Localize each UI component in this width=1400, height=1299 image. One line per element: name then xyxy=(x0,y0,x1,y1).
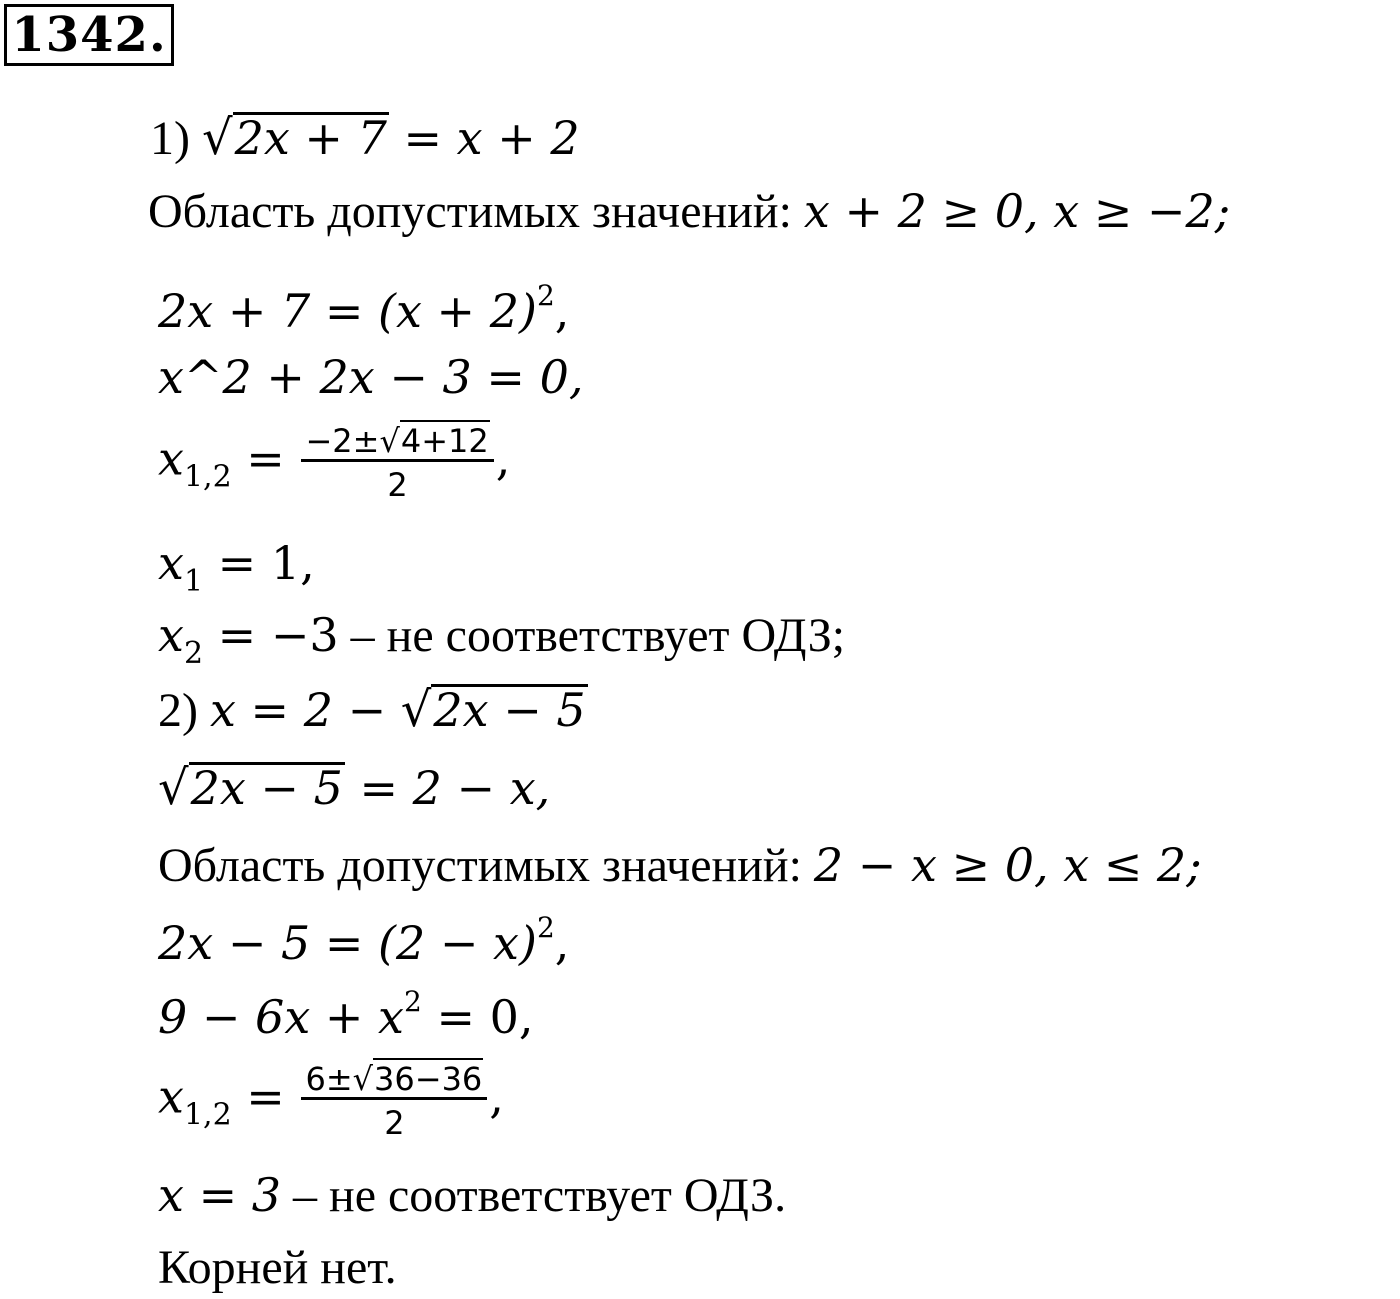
equation-1-statement xyxy=(150,110,580,166)
equals-sign: = xyxy=(231,431,300,486)
punctuation: , xyxy=(489,1069,504,1124)
variable: x xyxy=(158,431,184,486)
fraction-numerator: −2±√4+12 xyxy=(301,424,493,462)
exponent: 2 xyxy=(536,279,555,312)
root-x xyxy=(158,1168,787,1222)
conclusion-text: Корней нет. xyxy=(158,1241,397,1294)
roots-formula-2 xyxy=(158,1062,504,1141)
problem-number: 1342. xyxy=(11,7,167,63)
exponent: 2 xyxy=(536,911,555,944)
subscript: 1,2 xyxy=(183,459,232,495)
math-expression: x^2 + 2x − 3 = 0, xyxy=(158,350,584,404)
domain-condition: x + 2 ≥ 0, x ≥ −2; xyxy=(803,184,1231,238)
variable: x xyxy=(158,536,184,590)
remark: – не соответствует ОДЗ. xyxy=(281,1169,787,1222)
math-expression: = 1, xyxy=(203,536,315,590)
conclusion xyxy=(158,1241,397,1294)
domain-label: Область допустимых значений: xyxy=(158,839,814,892)
item-marker: 1) xyxy=(150,112,202,165)
square-root: √2x + 7 xyxy=(201,110,387,166)
math-expression: x = 3 xyxy=(158,1168,281,1222)
equation-rhs: = 2 − x, xyxy=(344,761,551,815)
item-marker: 2) xyxy=(158,684,210,737)
remark: – не соответствует ОДЗ; xyxy=(338,609,846,662)
isolated-root-equation xyxy=(158,760,551,816)
fraction-numerator: 6±√36−36 xyxy=(301,1062,487,1100)
quadratic-equation-1 xyxy=(158,350,584,404)
punctuation: , xyxy=(495,431,511,486)
math-expression: 2x + 7 = (x + 2) xyxy=(158,284,537,338)
fraction xyxy=(301,1062,487,1141)
problem-number-box xyxy=(4,4,174,66)
math-expression: x = 2 − xyxy=(209,683,401,737)
roots-formula-1 xyxy=(158,424,510,503)
fraction xyxy=(301,424,493,503)
radicand: 2x − 5 xyxy=(433,683,586,737)
subscript: 1 xyxy=(183,564,204,599)
subscript: 2 xyxy=(183,636,204,671)
subscript: 1,2 xyxy=(183,1097,232,1133)
square-root: √2x − 5 xyxy=(400,682,586,738)
radicand: 2x − 5 xyxy=(190,761,343,815)
radicand: 2x + 7 xyxy=(234,111,387,165)
radicand: 4+12 xyxy=(400,422,489,460)
fraction-denominator: 2 xyxy=(387,466,408,505)
squared-equation-1 xyxy=(158,279,570,338)
squared-equation-2 xyxy=(158,911,570,970)
equals-sign: = xyxy=(231,1069,300,1124)
quadratic-equation-2 xyxy=(158,985,534,1044)
punctuation: , xyxy=(554,916,570,970)
variable: x xyxy=(158,608,184,662)
equation-rhs: = x + 2 xyxy=(388,111,580,165)
punctuation: , xyxy=(554,284,570,338)
domain-line-2 xyxy=(158,838,1202,892)
variable: x xyxy=(158,1069,184,1124)
root-x2 xyxy=(158,608,846,671)
math-expression: 2x − 5 = (2 − x) xyxy=(158,916,537,970)
domain-line-1 xyxy=(148,184,1231,238)
math-expression: = −3 xyxy=(203,608,339,662)
domain-condition: 2 − x ≥ 0, x ≤ 2; xyxy=(813,838,1202,892)
root-x1 xyxy=(158,536,315,599)
exponent: 2 xyxy=(404,985,422,1018)
radicand: 36−36 xyxy=(374,1060,483,1098)
math-expression-tail: = 0, xyxy=(421,990,534,1044)
square-root: √2x − 5 xyxy=(158,760,343,816)
fraction-denominator: 2 xyxy=(384,1104,405,1143)
math-expression: 9 − 6x + x xyxy=(158,990,404,1044)
domain-label: Область допустимых значений: xyxy=(148,185,804,238)
equation-2-statement xyxy=(158,682,588,738)
